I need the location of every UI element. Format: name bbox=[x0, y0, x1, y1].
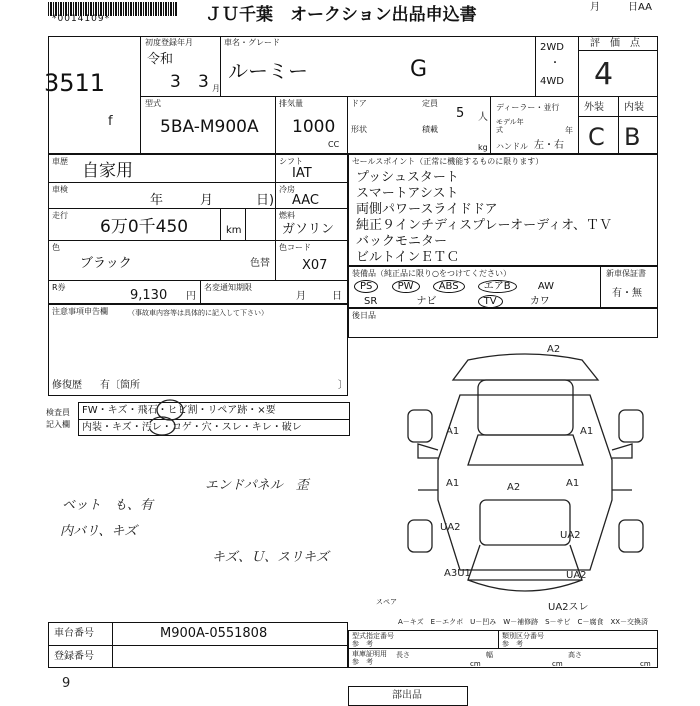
damage-mark: UA2 bbox=[560, 530, 581, 541]
inspection-label: 車検 bbox=[52, 185, 68, 194]
inspection-day-unit: 日) bbox=[256, 193, 275, 208]
equipment-label: 装備品（純正品に限り○をつけてください） bbox=[352, 269, 511, 278]
equipment-pw: PW bbox=[392, 280, 420, 293]
selling-point: 純正９インチディスプレーオーディオ、ＴＶ bbox=[356, 218, 612, 233]
notes-sub-label: （事故車内容等は具体的に記入して下さい） bbox=[128, 309, 268, 317]
displacement-unit: CC bbox=[328, 140, 340, 149]
damage-mark: A2 bbox=[547, 344, 561, 355]
inspection-month-unit: 月 bbox=[200, 193, 214, 208]
door-label: ドア bbox=[351, 99, 367, 108]
spare-label: スペア bbox=[376, 598, 397, 606]
transfer-day: 日 bbox=[332, 291, 342, 302]
selling-point: プッシュスタート bbox=[356, 170, 459, 185]
damage-mark: A2 bbox=[507, 482, 521, 493]
model-value: 5BA-M900A bbox=[160, 117, 259, 137]
registration-month: 3 bbox=[198, 72, 209, 92]
damage-mark: A1 bbox=[580, 426, 594, 437]
vehicle-name: ルーミー bbox=[228, 59, 308, 83]
selling-point: バックモニター bbox=[356, 234, 448, 249]
repair-close: 〕 bbox=[338, 380, 348, 391]
spec-designation: 型式指定番号 bbox=[352, 632, 394, 640]
color-code-value: X07 bbox=[302, 258, 328, 273]
chassis-label: 車台番号 bbox=[54, 628, 94, 639]
color-value: ブラック bbox=[80, 256, 132, 271]
mileage-unit: km bbox=[226, 225, 242, 236]
shift-label: シフト bbox=[279, 157, 303, 166]
mileage-value: 6万0千450 bbox=[100, 217, 189, 237]
drive-2wd: 2WD bbox=[540, 42, 564, 53]
damage-mark: UA2スレ bbox=[548, 602, 589, 613]
inspector-circles bbox=[150, 392, 220, 442]
spec-length: 長さ bbox=[396, 651, 410, 659]
equipment-row2 bbox=[364, 295, 550, 308]
drive-sep: ・ bbox=[550, 58, 560, 69]
equipment-aw: AW bbox=[537, 281, 554, 292]
equipment-ps: PS bbox=[354, 280, 378, 293]
header-month: 月 bbox=[590, 2, 600, 13]
header-day: 日AA bbox=[628, 2, 652, 13]
equipment-row1 bbox=[354, 280, 554, 293]
color-change-label: 色替 bbox=[250, 258, 270, 269]
notes-label: 注意事項申告欄 bbox=[52, 307, 108, 316]
damage-mark: A3U1 bbox=[444, 568, 471, 579]
spec-width: 幅 bbox=[486, 651, 493, 659]
equipment-tv: TV bbox=[478, 295, 503, 308]
color-label: 色 bbox=[52, 243, 60, 252]
vehicle-name-label: 車名・グレード bbox=[224, 38, 280, 47]
handle-label: ハンドル bbox=[496, 142, 528, 151]
fuel-value: ガソリン bbox=[282, 222, 335, 237]
handwritten-note-4: キズ、Ｕ、スリキズ bbox=[212, 550, 329, 565]
inspector-label2: 記入欄 bbox=[46, 420, 70, 429]
registration-month-unit: 月 bbox=[212, 84, 220, 93]
equipment-abs: ABS bbox=[433, 280, 465, 293]
shape-label: 形状 bbox=[351, 125, 367, 134]
equipment-airbag: エアB bbox=[478, 280, 517, 293]
spec-length-unit: cm bbox=[470, 660, 481, 668]
displacement-label: 排気量 bbox=[279, 99, 303, 108]
damage-mark: A1 bbox=[446, 426, 460, 437]
footer-label: 部出品 bbox=[392, 690, 422, 701]
car-damage-diagram bbox=[398, 340, 653, 620]
new-car-warranty-label: 新車保証書 bbox=[606, 269, 646, 278]
recycle-unit: 円 bbox=[186, 291, 196, 302]
spec-height: 高さ bbox=[568, 651, 582, 659]
spec-ref-3: 参 考 bbox=[352, 658, 373, 666]
spec-height-unit: cm bbox=[640, 660, 651, 668]
repair-value: 有〔箇所 bbox=[100, 380, 140, 391]
spec-ref-1: 参 考 bbox=[352, 640, 373, 648]
dealer-label: ディーラー・並行 bbox=[496, 103, 560, 112]
fuel-label: 燃料 bbox=[279, 211, 295, 220]
interior-grade: B bbox=[624, 123, 641, 151]
capacity-value: 5 bbox=[456, 106, 465, 121]
registration-year: 3 bbox=[170, 72, 181, 92]
lot-hand-note: f bbox=[108, 114, 113, 129]
displacement-value: 1000 bbox=[292, 117, 336, 137]
model-year-unit: 年 bbox=[565, 126, 573, 135]
exterior-label: 外装 bbox=[584, 102, 604, 113]
damage-mark: UA2 bbox=[440, 522, 461, 533]
drive-4wd: 4WD bbox=[540, 76, 564, 87]
chassis-value: M900A-0551808 bbox=[160, 626, 268, 641]
spec-ref-2: 参 考 bbox=[502, 640, 523, 648]
barcode-number: *0014109* bbox=[52, 14, 111, 24]
transfer-label: 名変通知期限 bbox=[204, 283, 252, 292]
equipment-leather: カワ bbox=[529, 296, 550, 307]
equipment-navi: ナビ bbox=[416, 296, 437, 307]
capacity-unit: 人 bbox=[478, 112, 488, 123]
registration-label: 初度登録年月 bbox=[145, 38, 193, 47]
spec-classification: 類別区分番号 bbox=[502, 632, 544, 640]
shift-value: IAT bbox=[292, 166, 312, 181]
selling-point: 両側パワースライドドア bbox=[356, 202, 498, 217]
handwritten-note-2: 内バリ、キズ bbox=[60, 524, 138, 539]
mileage-label: 走行 bbox=[52, 211, 68, 220]
spec-width-unit: cm bbox=[552, 660, 563, 668]
inspection-year-unit: 年 bbox=[150, 193, 164, 208]
vehicle-grade: G bbox=[410, 57, 428, 82]
later-items-box bbox=[348, 308, 658, 338]
footer-mark: 9 bbox=[62, 676, 71, 691]
handwritten-note-1: ベット も、有 bbox=[62, 498, 154, 513]
capacity-label: 定員 bbox=[422, 99, 438, 108]
handle-value: 左・右 bbox=[534, 140, 564, 151]
evaluation-score: 4 bbox=[594, 57, 614, 92]
damage-mark: A1 bbox=[566, 478, 580, 489]
model-label: 型式 bbox=[145, 99, 161, 108]
damage-mark: UA2 bbox=[566, 570, 587, 581]
registration-no-label: 登録番号 bbox=[54, 651, 94, 662]
registration-era: 令和 bbox=[147, 52, 174, 67]
selling-points-list bbox=[356, 170, 612, 266]
new-car-warranty-value: 有・無 bbox=[612, 288, 642, 299]
recycle-value: 9,130 bbox=[130, 288, 168, 303]
interior-label: 内装 bbox=[624, 102, 644, 113]
evaluation-label: 評 価 点 bbox=[590, 38, 640, 49]
exterior-grade: C bbox=[588, 123, 605, 151]
spec-cert: 車庫証明用 bbox=[352, 650, 387, 658]
form-title: ＪＵ千葉 オークション出品申込書 bbox=[205, 5, 477, 25]
selling-point: スマートアシスト bbox=[356, 186, 459, 201]
handwritten-note-3: エンドパネル 歪 bbox=[205, 478, 309, 493]
inspector-row1: FW・キズ・飛石・ヒビ割・リペア跡・×要 bbox=[82, 405, 276, 416]
color-code-label: 色コード bbox=[279, 243, 311, 252]
load-unit: kg bbox=[478, 143, 488, 152]
repair-label: 修復歴 bbox=[52, 380, 82, 391]
inspector-row2: 内装・キズ・汚レ・コゲ・穴・スレ・キレ・破レ bbox=[82, 422, 302, 433]
equipment-sr: SR bbox=[364, 296, 378, 307]
later-items-label: 後日品 bbox=[352, 311, 376, 320]
lot-number: 3511 bbox=[44, 69, 106, 97]
damage-legend: A－キズ E－エクボ U－凹み W－補修跡 S－サビ C－腐食 XX－交換済 bbox=[398, 618, 649, 626]
recycle-label: R券 bbox=[52, 283, 66, 292]
selling-point: ビルトインＥＴＣ bbox=[356, 250, 460, 265]
history-value: 自家用 bbox=[82, 161, 133, 181]
selling-points-label: セールスポイント（正常に機能するものに限ります） bbox=[352, 157, 544, 166]
load-label: 積載 bbox=[422, 125, 438, 134]
aircon-value: AAC bbox=[292, 193, 319, 208]
inspector-label: 検査員 bbox=[46, 408, 70, 417]
transfer-month: 月 bbox=[296, 291, 306, 302]
aircon-label: 冷房 bbox=[279, 185, 295, 194]
model-year-label: モデル年式 bbox=[496, 118, 524, 134]
history-label: 車歴 bbox=[52, 157, 68, 166]
damage-mark: A1 bbox=[446, 478, 460, 489]
